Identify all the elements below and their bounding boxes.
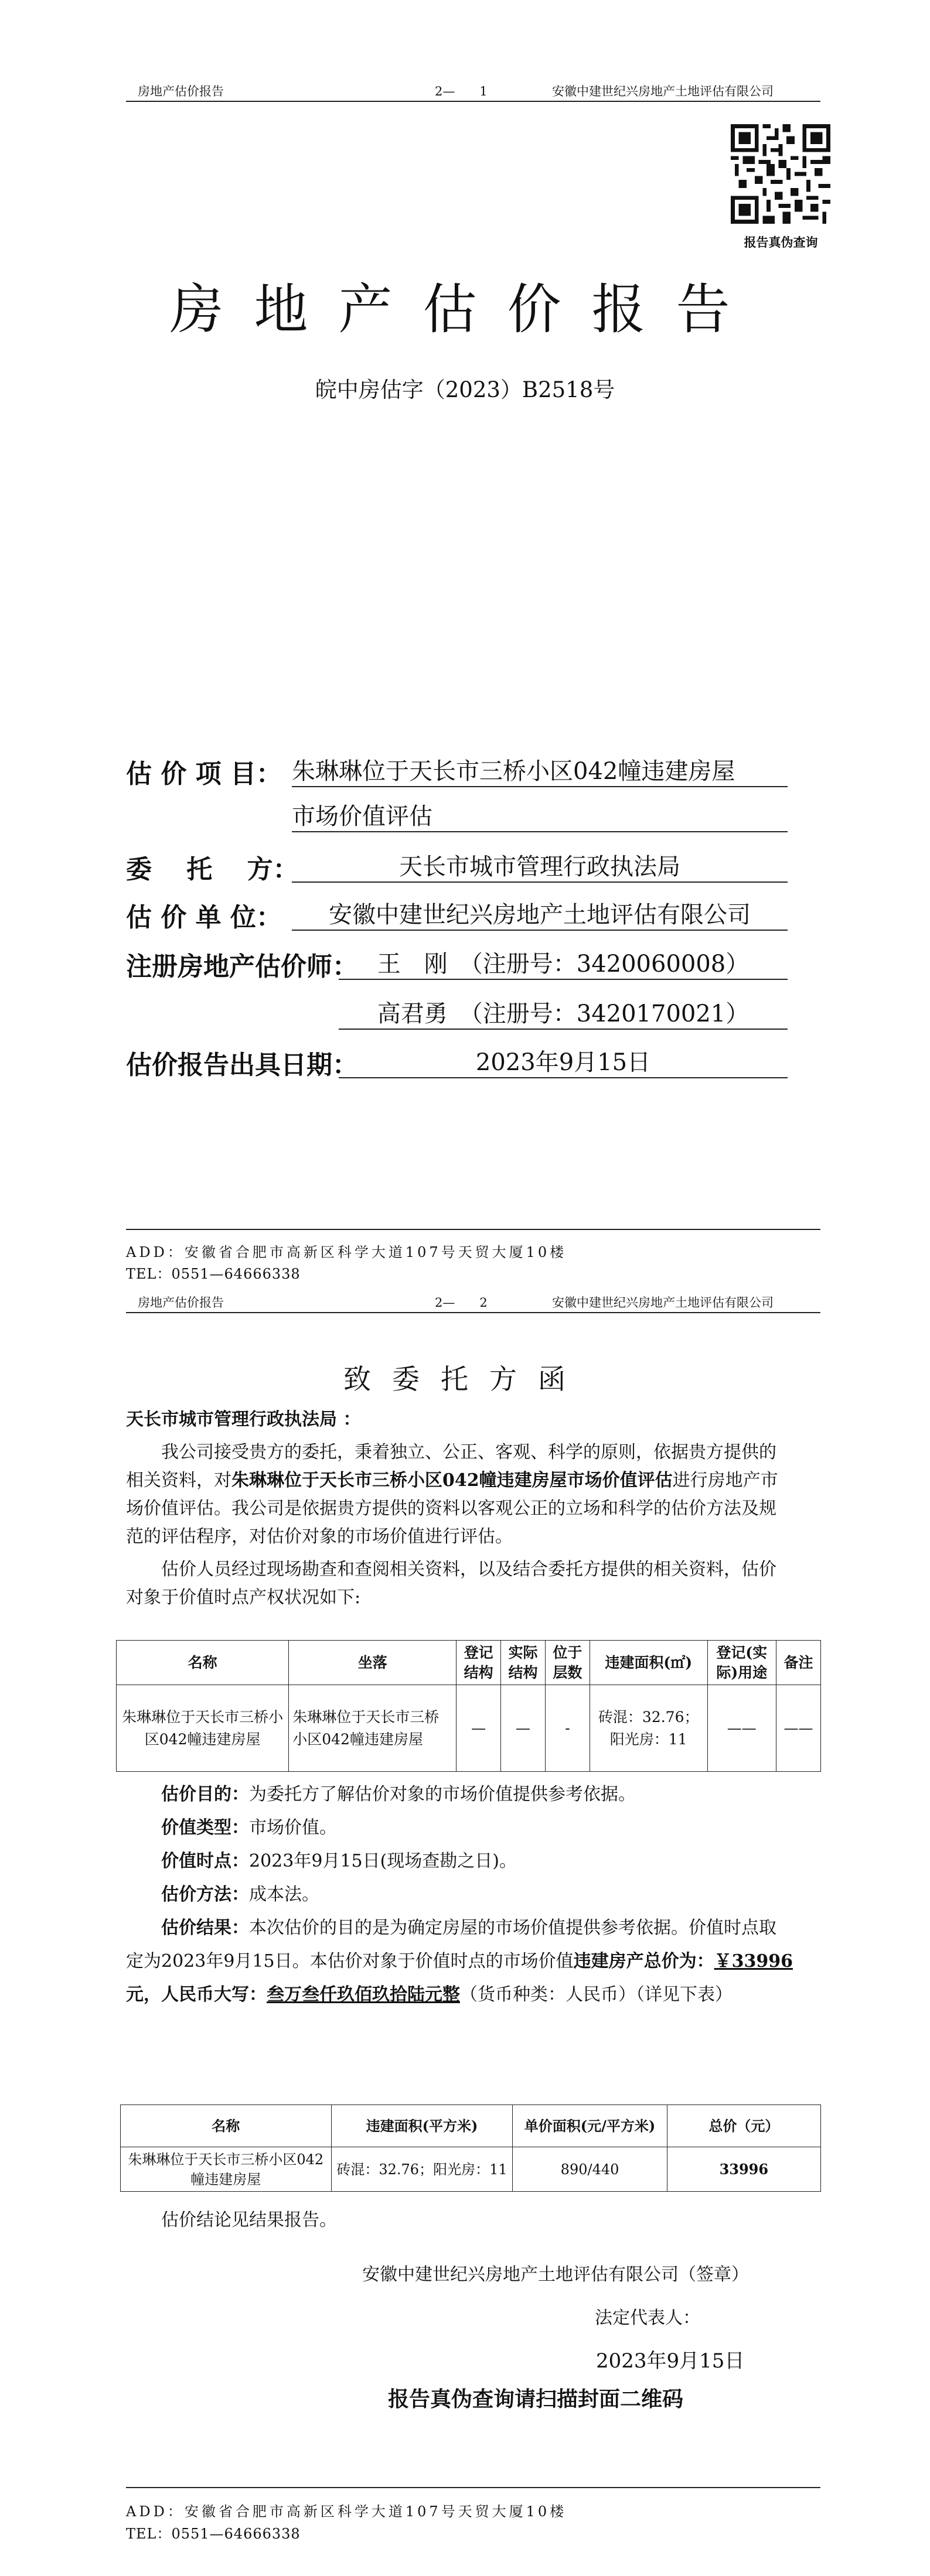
cell-location: 朱琳琳位于天长市三桥小区042幢违建房屋 <box>289 1685 457 1772</box>
paragraph-1 <box>126 1439 823 1612</box>
project-value-line2: 市场价值评估 <box>292 798 788 832</box>
project-value-line1: 朱琳琳位于天长市三桥小区042幢违建房屋 <box>292 753 788 787</box>
result-line-c: 元，人民币大写：叁万叁仟玖佰玖拾陆元整（货币种类：人民币）（详见下表） <box>126 1984 733 2005</box>
header-left: 房地产估价报告 <box>138 84 224 98</box>
cell-name: 朱琳琳位于天长市三桥小区042幢违建房屋 <box>121 2147 332 2192</box>
cell-actual-structure: — <box>501 1685 546 1772</box>
header-right: 安徽中建世纪兴房地产土地评估有限公司 <box>552 84 774 98</box>
date-label: 估价报告出具日期： <box>126 1050 358 1080</box>
th-remark: 备注 <box>776 1641 821 1685</box>
signature-representative: 法定代表人： <box>595 2308 700 2328</box>
header-rule <box>126 1312 820 1313</box>
cell-remark: —— <box>776 1685 821 1772</box>
footer-address: ADD：安徽省合肥市高新区科学大道107号天贸大厦10楼 <box>126 2503 567 2520</box>
qr-code-icon <box>731 124 830 224</box>
result-table <box>120 2104 821 2192</box>
amount-in-words: 叁万叁仟玖佰玖拾陆元整 <box>267 1984 460 2005</box>
footer-address: ADD：安徽省合肥市高新区科学大道107号天贸大厦10楼 <box>126 1244 567 1260</box>
header-page-number: 2— 1 <box>435 84 488 98</box>
cell-floor: - <box>545 1685 590 1772</box>
result-line-a: 估价结果：本次估价的目的是为确定房屋的市场价值提供参考依据。价值时点取 <box>161 1918 776 1938</box>
header-left: 房地产估价报告 <box>138 1296 224 1310</box>
signature-company: 安徽中建世纪兴房地产土地评估有限公司（签章） <box>362 2264 749 2285</box>
th-location: 坐落 <box>289 1641 457 1685</box>
cell-area: 砖混：32.76；阳光房：11 <box>331 2147 513 2192</box>
th-name: 名称 <box>121 2105 332 2147</box>
th-unit-price: 单价面积(元/平方米) <box>513 2105 667 2147</box>
cell-area: 砖混：32.76；阳光房：11 <box>590 1685 707 1772</box>
cell-unit-price: 890/440 <box>513 2147 667 2192</box>
table-row <box>121 2147 821 2192</box>
qr-caption: 报告真伪查询 <box>744 235 818 250</box>
property-table <box>116 1640 821 1772</box>
cell-reg-structure: — <box>457 1685 501 1772</box>
appraiser-2: 高君勇 （注册号：3420170021） <box>339 995 788 1030</box>
conclusion-note: 估价结论见结果报告。 <box>161 2210 337 2230</box>
project-label: 估 价 项 目： <box>126 759 282 789</box>
th-area: 违建面积(㎡) <box>590 1641 707 1685</box>
client-value: 天长市城市管理行政执法局 <box>292 848 788 883</box>
th-floor: 位于层数 <box>545 1641 590 1685</box>
purpose-line: 估价目的：为委托方了解估价对象的市场价值提供参考依据。 <box>161 1784 636 1805</box>
org-value: 安徽中建世纪兴房地产土地评估有限公司 <box>292 896 788 931</box>
cell-name: 朱琳琳位于天长市三桥小区042幢违建房屋 <box>117 1685 289 1772</box>
header-page-number: 2— 2 <box>435 1296 488 1310</box>
signature-date: 2023年9月15日 <box>596 2349 745 2373</box>
qr-note: 报告真伪查询请扫描封面二维码 <box>388 2387 684 2411</box>
time-line: 价值时点：2023年9月15日(现场查勘之日)。 <box>161 1851 517 1871</box>
letter-heading: 致委托方函 <box>343 1364 587 1396</box>
table-header-row <box>121 2105 821 2147</box>
para1-line-a: 我公司接受贵方的委托，秉着独立、公正、客观、科学的原则，依据贵方提供的 <box>161 1442 776 1463</box>
th-reg-structure: 登记结构 <box>457 1641 501 1685</box>
project-name-bold: 朱琳琳位于天长市三桥小区042幢违建房屋市场价值评估 <box>231 1470 673 1491</box>
th-area: 违建面积(平方米) <box>331 2105 513 2147</box>
footer-rule <box>126 1229 820 1230</box>
cell-total: 33996 <box>667 2147 820 2192</box>
table-row <box>117 1685 821 1772</box>
para2-line-b: 对象于价值时点产权状况如下: <box>126 1587 361 1608</box>
para1-line-c: 场价值评估。我公司是依据贵方提供的资料以客观公正的立场和科学的估价方法及规 <box>126 1498 776 1519</box>
th-name: 名称 <box>117 1641 289 1685</box>
appraiser-1: 王 刚 （注册号：3420060008） <box>339 945 788 980</box>
org-label: 估 价 单 位： <box>126 903 282 932</box>
total-amount: ￥33996 <box>714 1951 793 1972</box>
type-line: 价值类型：市场价值。 <box>161 1817 337 1838</box>
para1-line-d: 范的评估程序，对估价对象的市场价值进行评估。 <box>126 1526 513 1547</box>
header-right: 安徽中建世纪兴房地产土地评估有限公司 <box>552 1296 774 1310</box>
addressee: 天长市城市管理行政执法局 ： <box>126 1409 361 1430</box>
header-rule <box>126 101 820 102</box>
result-line-b: 定为2023年9月15日。本估价对象于价值时点的市场价值违建房产总价为：￥33996 <box>126 1951 793 1972</box>
cell-usage: —— <box>707 1685 776 1772</box>
report-number: 皖中房估字（2023）B2518号 <box>315 377 615 402</box>
table-header-row <box>117 1641 821 1685</box>
footer-tel: TEL：0551—64666338 <box>126 2526 301 2542</box>
method-line: 估价方法：成本法。 <box>161 1884 319 1905</box>
footer-rule <box>126 2487 820 2488</box>
th-usage: 登记(实际)用途 <box>707 1641 776 1685</box>
appraiser-label: 注册房地产估价师： <box>126 952 358 982</box>
client-label: 委 托 方： <box>126 855 299 884</box>
th-actual-structure: 实际结构 <box>501 1641 546 1685</box>
report-title: 房地产估价报告 <box>169 278 761 341</box>
para2-line-a: 估价人员经过现场勘查和查阅相关资料，以及结合委托方提供的相关资料，估价 <box>161 1559 776 1580</box>
para1-line-b: 相关资料，对朱琳琳位于天长市三桥小区042幢违建房屋市场价值评估进行房地产市 <box>126 1470 778 1491</box>
th-total: 总价（元） <box>667 2105 820 2147</box>
date-value: 2023年9月15日 <box>339 1044 788 1078</box>
footer-tel: TEL：0551—64666338 <box>126 1266 301 1282</box>
valuation-details <box>126 1778 823 2011</box>
